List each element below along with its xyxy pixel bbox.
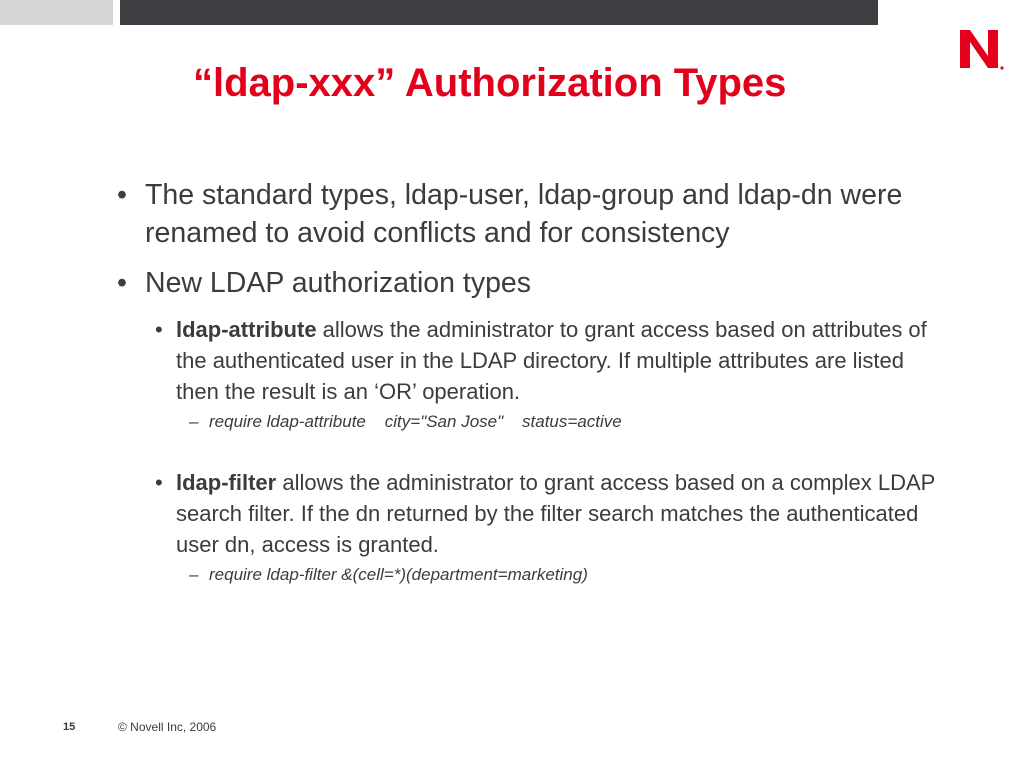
sub-bullet-ldap-filter	[155, 467, 947, 560]
bullet-text: The standard types, ldap-user, ldap-group and ldap-dn were renamed to avoid conflicts and for consistency	[145, 179, 903, 249]
bullet-renamed-types	[117, 176, 947, 252]
example-text: require ldap-attribute city="San Jose" status=active	[209, 412, 622, 431]
sub-bullet-text: allows the administrator to grant access based on attributes of the authenticated user in the LDAP directory. If multiple attributes are listed then the result is an ‘OR’ operation.	[176, 317, 927, 404]
top-bar-dark	[120, 0, 878, 25]
bullet-new-ldap-types	[117, 264, 947, 302]
term-ldap-filter: ldap-filter	[176, 470, 277, 495]
example-ldap-attribute	[189, 409, 947, 435]
slide-content	[117, 176, 947, 588]
example-dash: –	[189, 565, 199, 584]
bullet-marker: •	[117, 179, 127, 211]
sub-bullet-text: allows the administrator to grant access based on a complex LDAP search filter. If the dn returned by the filter search matches the authenticated user dn, access is granted.	[176, 470, 935, 557]
copyright: © Novell Inc, 2006	[118, 720, 217, 734]
sub-bullet-marker: •	[155, 470, 163, 495]
page-number: 15	[63, 721, 76, 733]
example-dash: –	[189, 412, 199, 431]
bullet-marker: •	[117, 267, 127, 299]
example-text: require ldap-filter &(cell=*)(department=marketing)	[209, 565, 588, 584]
novell-logo-icon	[956, 26, 1006, 72]
sub-bullet-marker: •	[155, 317, 163, 342]
bullet-text: New LDAP authorization types	[145, 267, 532, 299]
slide-title: “ldap-xxx” Authorization Types	[193, 61, 787, 105]
top-bar-light	[0, 0, 113, 25]
example-ldap-filter	[189, 562, 947, 588]
term-ldap-attribute: ldap-attribute	[176, 317, 317, 342]
sub-bullet-ldap-attribute	[155, 314, 947, 407]
